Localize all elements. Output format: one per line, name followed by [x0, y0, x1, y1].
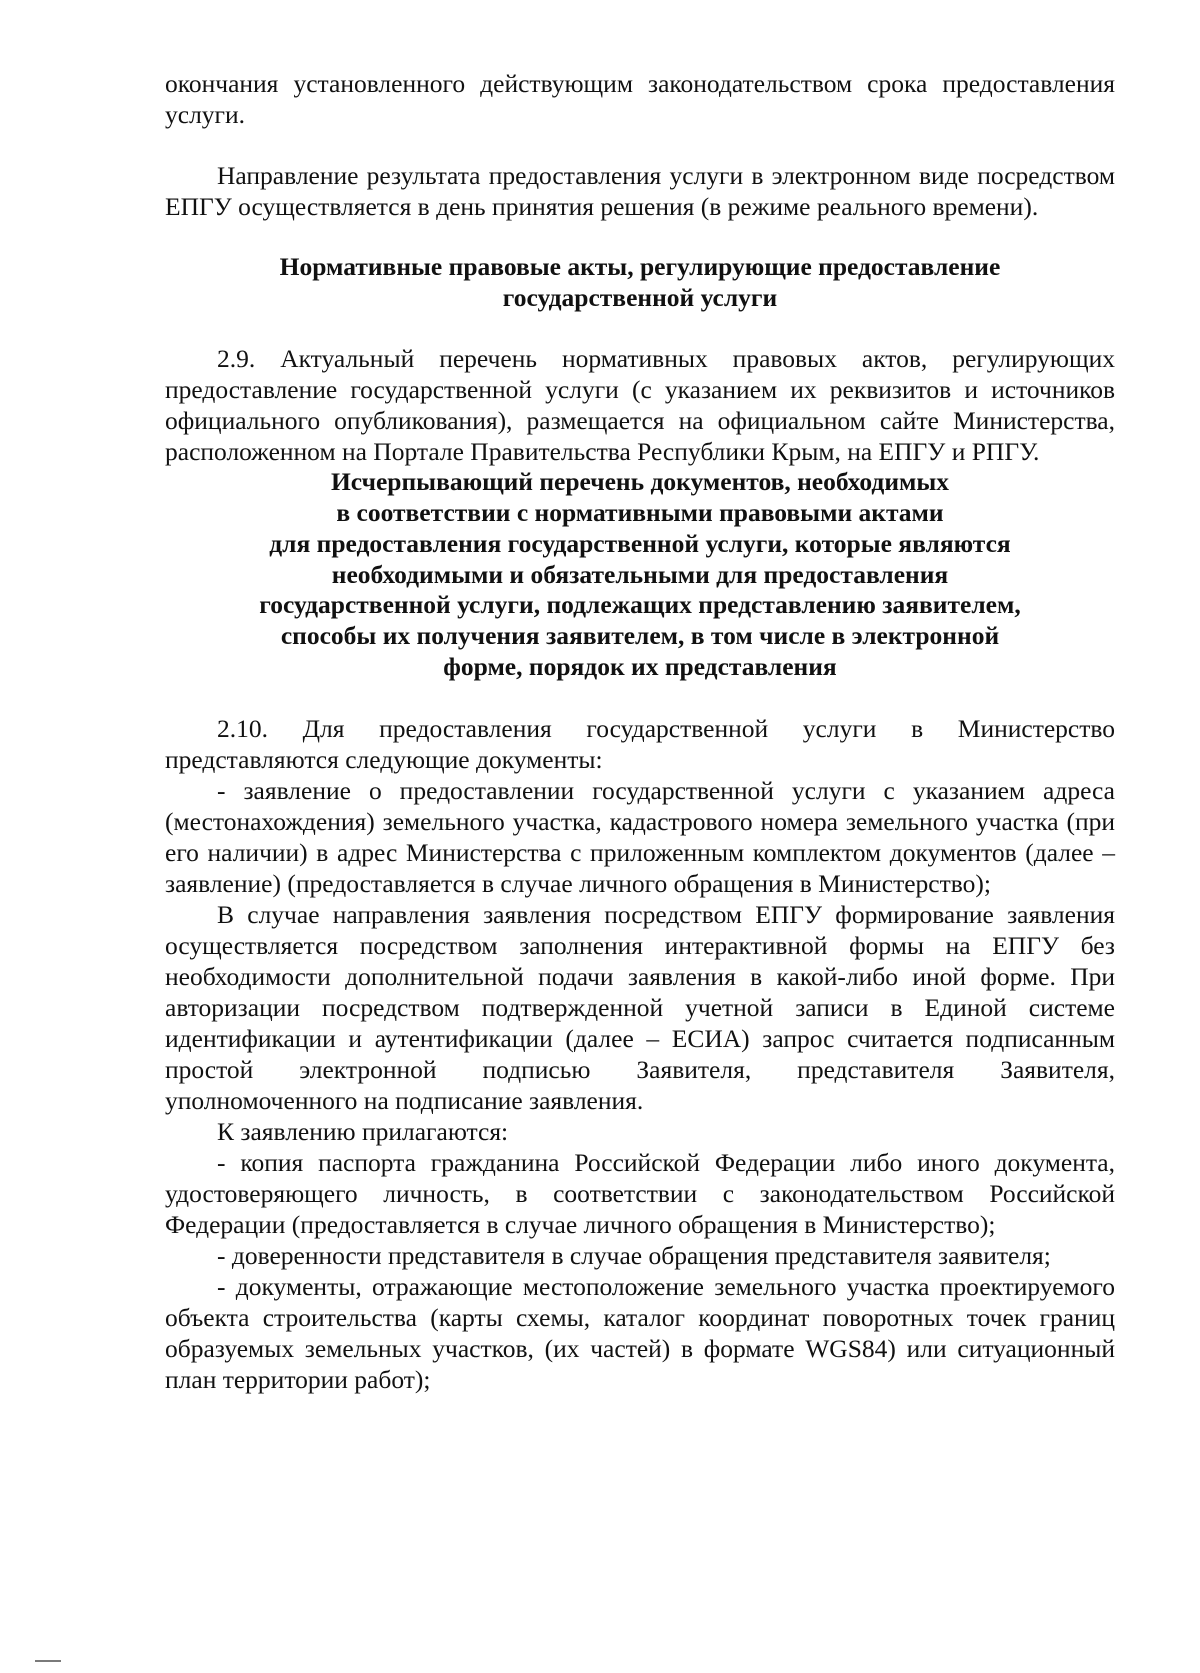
paragraph-service-deadline: окончания установленного действующим законодательством срока предоставления услуги.	[165, 69, 1115, 129]
heading-line: государственной услуги	[502, 282, 778, 312]
paragraph-2-9: 2.9. Актуальный перечень нормативных правовых актов, регулирующих предоставление государственной услуги (с указанием их реквизитов и источников официального опубликования), размещается на официальном сайте Министерства, расположенном на Портале Правительства Республики Крым, на ЕПГУ и РПГУ.	[165, 344, 1115, 467]
heading-line: способы их получения заявителем, в том числе в электронной	[280, 620, 1000, 650]
list-item-location-documents: - документы, отражающие местоположение земельного участка проектируемого объекта строительства (карты схемы, каталог координат поворотных точек границ образуемых земельных участков, (их частей) в формате WGS84) или ситуационный план территории работ);	[165, 1272, 1115, 1395]
paragraph-attachments-intro: К заявлению прилагаются:	[217, 1117, 509, 1147]
heading-line: в соответствии с нормативными правовыми актами	[336, 498, 944, 528]
list-item-application: - заявление о предоставлении государственной услуги с указанием адреса (местонахождения) земельного участка, кадастрового номера земельного участка (при его наличии) в адрес Министерства с приложенным комплектом документов (далее – заявление) (предоставляется в случае личного обращения в Министерство);	[165, 776, 1115, 899]
list-item-passport: - копия паспорта гражданина Российской Федерации либо иного документа, удостоверяющего личность, в соответствии с законодательством Российской Федерации (предоставляется в случае личного обращения в Министерство);	[165, 1148, 1115, 1240]
paragraph-epgu-submission: В случае направления заявления посредством ЕПГУ формирование заявления осуществляется посредством заполнения интерактивной формы на ЕПГУ без необходимости дополнительной подачи заявления в какой-либо иной форме. При авторизации посредством подтвержденной учетной записи в Единой системе идентификации и аутентификации (далее – ЕСИА) запрос считается подписанным простой электронной подписью Заявителя, представителя Заявителя, уполномоченного на подписание заявления.	[165, 900, 1115, 1116]
heading-line: для предоставления государственной услуги, которые являются	[269, 528, 1011, 558]
heading-line: Исчерпывающий перечень документов, необходимых	[330, 467, 950, 497]
paragraph-electronic-result: Направление результата предоставления услуги в электронном виде посредством ЕПГУ осуществляется в день принятия решения (в режиме реального времени).	[165, 161, 1115, 221]
list-item-power-of-attorney: - доверенности представителя в случае обращения представителя заявителя;	[217, 1241, 1051, 1271]
heading-line: необходимыми и обязательными для предоставления	[331, 559, 949, 589]
paragraph-2-10: 2.10. Для предоставления государственной услуги в Министерство представляются следующие документы:	[165, 714, 1115, 775]
scan-edge-mark	[35, 1660, 61, 1662]
heading-line: форме, порядок их представления	[443, 651, 837, 681]
heading-normative-acts	[165, 252, 1115, 313]
heading-documents-list	[165, 467, 1115, 682]
heading-line: государственной услуги, подлежащих представлению заявителем,	[259, 590, 1021, 620]
heading-line: Нормативные правовые акты, регулирующие предоставление	[279, 252, 1001, 281]
document-page	[165, 68, 1115, 1395]
